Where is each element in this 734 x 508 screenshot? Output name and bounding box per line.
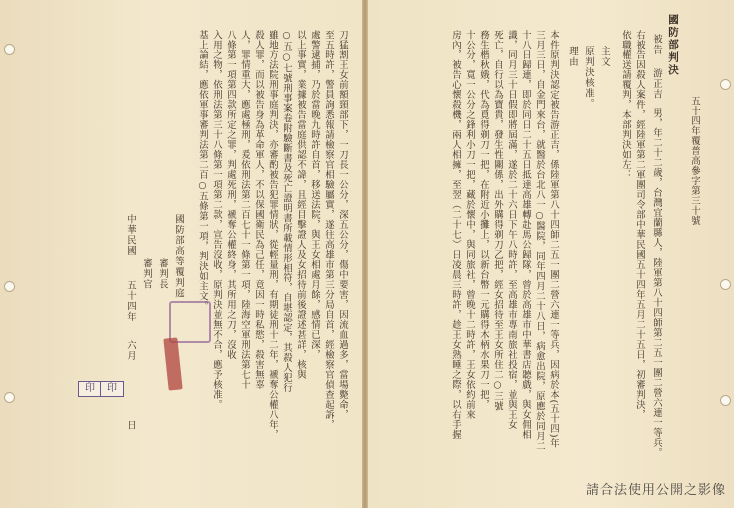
reasoning-heading: 理由 [567, 46, 578, 68]
verdict-body: 原判決核准。 [583, 46, 594, 110]
date-day: 日 [125, 420, 136, 431]
reasoning-line: 殺人罪，而以被告身為革命軍人，不以保國衛民為己任，竟因一時私慾，殺害無辜 [253, 30, 264, 390]
reasoning-line: 死亡，自行以為寶貴，發生性關係，出外購得剃刀乙把，經女招待至王女所住二○三號 [492, 30, 503, 412]
reasoning-line: 三月三日，自金門來台，就醫於台北八一○醫院，同年四月二十八日，病愈出院，原應於同月二 [534, 30, 545, 452]
reasoning-line: 八條第一項第四款所定之罪，判處死刑，褫奪公權終身，其所用之刀，沒收 [225, 30, 236, 360]
verdict-heading: 主文 [599, 46, 610, 68]
defendant-label: 被告 [651, 34, 662, 56]
binding-hole [720, 79, 731, 90]
binding-hole [4, 281, 15, 292]
court-name: 國防部高等覆判庭 [173, 214, 184, 299]
defendant-name: 游正吉 [651, 68, 662, 100]
book-spine [362, 0, 368, 508]
reasoning-line: 十八日歸連，即於同日二十五日抵達高雄轉赴馬公歸隊，曾於高雄市中華書店聽戲，與女佣相 [520, 30, 531, 440]
reasoning-line: 以上事實，業據被告當庭供認不諱，且經目擊證人及女招待前後證述甚詳，核與 [295, 30, 306, 380]
reasoning-line: 十公分，寬一公分之鋒利小刀一把，藏於懷中，與同旅社，曾晚十二時許，王女依約前來 [464, 30, 475, 420]
reasoning-line: 房內，被告心懷殺機，兩人相擁，至翌（二十七）日凌晨三時許，趁王女熟睡之際，以右手握 [450, 30, 461, 440]
reasoning-line: 務生楷秋娥，代為覓得剃刀一把，在附近小攤上，以新台幣一元購得木柄水果刀一把， [478, 30, 489, 410]
reasoning-line: 基上論結，應依軍事審判法第二百○五條第一項，判決如主文。 [197, 30, 208, 312]
reasoning-line: 本件原判決認定被告游正吉，係陸軍第八十四師二五一團二營六連一等兵，因病於本(五十四)年 [548, 30, 559, 449]
reasoning-line: 識，同月三十日假即將屆滿，遂於二十六日下午八時許，至高雄市專南旅社投宿，並與王女 [506, 30, 517, 430]
reasoning-line: 刀猛割王女前額頸部下，一刀長一公分，深五公分，傷中要害，因流血過多，當場斃命， [337, 30, 348, 420]
binding-hole [720, 279, 731, 290]
binding-hole [4, 44, 15, 55]
preamble-line-2: 依職權送請覆判，本部判決如左： [620, 30, 631, 180]
reasoning-line: 人，罪情重大，應處極刑，爰依刑法第二百七十一條第一項，陸海空軍刑法第七十 [239, 30, 250, 390]
clerk-seal: 印 [100, 381, 124, 397]
defendant-detail: 男，年二十二歲，台灣宜蘭縣人，陸軍第八十四師第二五一團二營六連一等兵。 [651, 108, 662, 458]
date-month: 六月 [125, 340, 136, 362]
date-year: 五十四年 [125, 280, 136, 323]
presiding-judge: 審判長 [157, 258, 168, 290]
binding-hole [4, 392, 15, 403]
judge: 審判官 [141, 258, 152, 290]
reasoning-line: ○五○七號刑事案卷附驗斷書及死亡證明書所載情形相符，自堪認定，其殺人犯行 [281, 30, 292, 393]
reasoning-line: 雖地方法院刑事庭判決，亦審酌被告犯罪情狀，從輕量刑，有期徒刑十二年，褫奪公權八年， [267, 30, 278, 440]
preamble-line-1: 右被告因殺人案件，經陸軍第二軍團司令部中華民國五十四年五月二十五日，初審判決， [634, 30, 645, 420]
ministry-title: 國防部判決 [667, 14, 679, 77]
case-number: 五十四年覆普高參字第三十號 [689, 96, 700, 226]
watermark-text: 請合法使用公開之影像 [585, 483, 726, 498]
reasoning-line: 處警逮捕，乃於當晚九時許自首，移送法院，與王女相處月餘，感情已深， [309, 30, 320, 360]
reasoning-line: 至五時許，警員詢悉報請檢察官相驗屬實，遂往高雄市第三分局自首，經檢察官偵查起訴， [323, 30, 334, 430]
date-prefix: 中華民國 [125, 214, 136, 257]
clerk-seal: 印 [78, 381, 102, 397]
binding-hole [720, 395, 731, 406]
reasoning-line: 入用之物，依刑法第三十八條第一項第二款，宣告沒收，原判決並無不合，應予核准。 [211, 30, 222, 410]
